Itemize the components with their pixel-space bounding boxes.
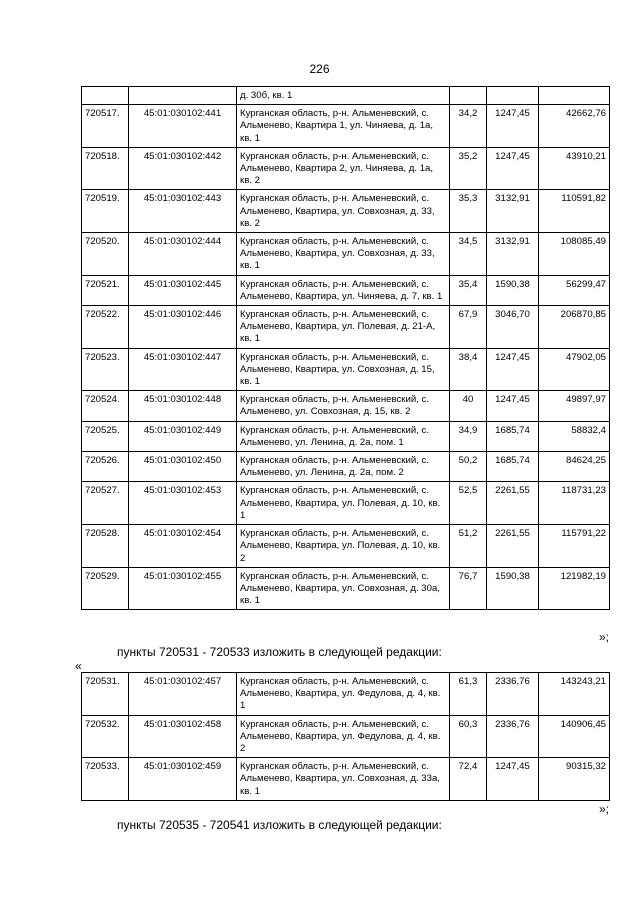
table-row bbox=[82, 758, 610, 801]
cell-cadastral-number: 45:01:030102:441 bbox=[129, 105, 237, 148]
cell-price: 2261,55 bbox=[487, 482, 539, 525]
page-number: 226 bbox=[309, 62, 330, 76]
cell-price: 2336,76 bbox=[487, 715, 539, 758]
cell-total: 206870,85 bbox=[539, 306, 610, 349]
cell-address: Курганская область, р-н. Альменевский, с. Альменево, Квартира, ул. Совхозная, д. 30а, кв. 1 bbox=[237, 567, 450, 610]
cell-total: 110591,82 bbox=[539, 190, 610, 233]
cell-number: 720520. bbox=[82, 233, 129, 276]
cell-cadastral-number: 45:01:030102:453 bbox=[129, 482, 237, 525]
cell-address: Курганская область, р-н. Альменевский, с. Альменево, Квартира 1, ул. Чиняева, д. 1а, кв. 1 bbox=[237, 105, 450, 148]
amendment-instruction: пункты 720535 - 720541 изложить в следующей редакции: bbox=[117, 818, 442, 832]
cell-number: 720525. bbox=[82, 421, 129, 451]
cell-address: Курганская область, р-н. Альменевский, с. Альменево, Квартира, ул. Совхозная, д. 33а, кв. 1 bbox=[237, 758, 450, 801]
cell-number: 720528. bbox=[82, 525, 129, 568]
cell-area: 38,4 bbox=[450, 348, 487, 391]
cell-price: 1247,45 bbox=[487, 348, 539, 391]
table-row bbox=[82, 421, 610, 451]
cell-area: 34,9 bbox=[450, 421, 487, 451]
table-row bbox=[82, 525, 610, 568]
cell-cadastral-number: 45:01:030102:444 bbox=[129, 233, 237, 276]
cell-number: 720519. bbox=[82, 190, 129, 233]
table-row bbox=[82, 306, 610, 349]
cell-area: 34,5 bbox=[450, 233, 487, 276]
table-row bbox=[82, 233, 610, 276]
cell-cadastral-number: 45:01:030102:445 bbox=[129, 275, 237, 305]
cell-price: 3132,91 bbox=[487, 233, 539, 276]
cell-price: 3046,70 bbox=[487, 306, 539, 349]
cell-address: д. 30б, кв. 1 bbox=[237, 87, 450, 105]
cell-price: 1590,38 bbox=[487, 567, 539, 610]
table-row bbox=[82, 673, 610, 716]
cell-total: 58832,4 bbox=[539, 421, 610, 451]
table-row bbox=[82, 482, 610, 525]
cell-price: 1590,38 bbox=[487, 275, 539, 305]
table-row bbox=[82, 190, 610, 233]
cell-area: 40 bbox=[450, 391, 487, 421]
cell-number: 720522. bbox=[82, 306, 129, 349]
amendment-instruction: пункты 720531 - 720533 изложить в следующей редакции: bbox=[117, 645, 442, 659]
cell-price: 1247,45 bbox=[487, 391, 539, 421]
cell-cadastral-number: 45:01:030102:446 bbox=[129, 306, 237, 349]
cell-area: 34,2 bbox=[450, 105, 487, 148]
cell-cadastral-number bbox=[129, 87, 237, 105]
table-row bbox=[82, 348, 610, 391]
cell-number: 720524. bbox=[82, 391, 129, 421]
cell-address: Курганская область, р-н. Альменевский, с. Альменево, Квартира, ул. Полевая, д. 10, кв. 1 bbox=[237, 482, 450, 525]
cell-total: 56299,47 bbox=[539, 275, 610, 305]
cell-cadastral-number: 45:01:030102:450 bbox=[129, 452, 237, 482]
cell-number: 720517. bbox=[82, 105, 129, 148]
cell-total: 115791,22 bbox=[539, 525, 610, 568]
cell-total: 49897,97 bbox=[539, 391, 610, 421]
cell-address: Курганская область, р-н. Альменевский, с. Альменево, Квартира, ул. Федулова, д. 4, кв. 2 bbox=[237, 715, 450, 758]
cell-number: 720531. bbox=[82, 673, 129, 716]
cell-cadastral-number: 45:01:030102:454 bbox=[129, 525, 237, 568]
cell-price: 1247,45 bbox=[487, 105, 539, 148]
cell-cadastral-number: 45:01:030102:449 bbox=[129, 421, 237, 451]
cell-total: 108085,49 bbox=[539, 233, 610, 276]
cell-total: 140906,45 bbox=[539, 715, 610, 758]
cell-total: 43910,21 bbox=[539, 147, 610, 190]
cell-area: 35,2 bbox=[450, 147, 487, 190]
cell-area: 72,4 bbox=[450, 758, 487, 801]
cell-area: 60,3 bbox=[450, 715, 487, 758]
cell-address: Курганская область, р-н. Альменевский, с. Альменево, Квартира, ул. Полевая, д. 21-А, кв. 1 bbox=[237, 306, 450, 349]
cell-address: Курганская область, р-н. Альменевский, с. Альменево, Квартира 2, ул. Чиняева, д. 1а, кв. 2 bbox=[237, 147, 450, 190]
cell-total: 42662,76 bbox=[539, 105, 610, 148]
table-row bbox=[82, 105, 610, 148]
cell-address: Курганская область, р-н. Альменевский, с. Альменево, Квартира, ул. Совхозная, д. 33, кв. 2 bbox=[237, 190, 450, 233]
opening-quote: « bbox=[75, 659, 82, 673]
cell-cadastral-number: 45:01:030102:459 bbox=[129, 758, 237, 801]
cell-address: Курганская область, р-н. Альменевский, с. Альменево, Квартира, ул. Федулова, д. 4, кв. 1 bbox=[237, 673, 450, 716]
table-row bbox=[82, 275, 610, 305]
cell-price: 1685,74 bbox=[487, 421, 539, 451]
cell-cadastral-number: 45:01:030102:455 bbox=[129, 567, 237, 610]
cell-number: 720532. bbox=[82, 715, 129, 758]
cell-total: 118731,23 bbox=[539, 482, 610, 525]
cell-area: 61,3 bbox=[450, 673, 487, 716]
cell-number: 720518. bbox=[82, 147, 129, 190]
cell-number: 720526. bbox=[82, 452, 129, 482]
table-row bbox=[82, 567, 610, 610]
cell-cadastral-number: 45:01:030102:458 bbox=[129, 715, 237, 758]
cell-price: 1685,74 bbox=[487, 452, 539, 482]
cell-price: 3132,91 bbox=[487, 190, 539, 233]
cell-area: 50,2 bbox=[450, 452, 487, 482]
table-row bbox=[82, 452, 610, 482]
cell-price: 1247,45 bbox=[487, 758, 539, 801]
cell-total: 90315,32 bbox=[539, 758, 610, 801]
table-row-continuation bbox=[82, 87, 610, 105]
table-row bbox=[82, 147, 610, 190]
cell-total: 84624,25 bbox=[539, 452, 610, 482]
cell-cadastral-number: 45:01:030102:447 bbox=[129, 348, 237, 391]
table-row bbox=[82, 715, 610, 758]
cell-cadastral-number: 45:01:030102:448 bbox=[129, 391, 237, 421]
table-row bbox=[82, 391, 610, 421]
cell-cadastral-number: 45:01:030102:457 bbox=[129, 673, 237, 716]
cell-address: Курганская область, р-н. Альменевский, с. Альменево, Квартира, ул. Совхозная, д. 33, кв. 1 bbox=[237, 233, 450, 276]
closing-quote: »; bbox=[598, 630, 609, 644]
cell-area bbox=[450, 87, 487, 105]
cell-number: 720521. bbox=[82, 275, 129, 305]
cell-total: 143243,21 bbox=[539, 673, 610, 716]
cell-address: Курганская область, р-н. Альменевский, с. Альменево, Квартира, ул. Совхозная, д. 15, кв. 1 bbox=[237, 348, 450, 391]
cell-price: 2336,76 bbox=[487, 673, 539, 716]
cell-cadastral-number: 45:01:030102:442 bbox=[129, 147, 237, 190]
cell-price bbox=[487, 87, 539, 105]
cell-number: 720523. bbox=[82, 348, 129, 391]
cell-address: Курганская область, р-н. Альменевский, с. Альменево, Квартира, ул. Чиняева, д. 7, кв. 1 bbox=[237, 275, 450, 305]
cell-area: 52,5 bbox=[450, 482, 487, 525]
property-table-amended bbox=[81, 672, 610, 801]
cell-address: Курганская область, р-н. Альменевский, с. Альменево, ул. Совхозная, д. 15, кв. 2 bbox=[237, 391, 450, 421]
cell-price: 2261,55 bbox=[487, 525, 539, 568]
cell-area: 67,9 bbox=[450, 306, 487, 349]
cell-address: Курганская область, р-н. Альменевский, с. Альменево, ул. Ленина, д. 2а, пом. 2 bbox=[237, 452, 450, 482]
cell-number: 720529. bbox=[82, 567, 129, 610]
cell-price: 1247,45 bbox=[487, 147, 539, 190]
cell-area: 35,4 bbox=[450, 275, 487, 305]
cell-number bbox=[82, 87, 129, 105]
cell-total: 121982,19 bbox=[539, 567, 610, 610]
cell-address: Курганская область, р-н. Альменевский, с. Альменево, ул. Ленина, д. 2а, пом. 1 bbox=[237, 421, 450, 451]
cell-area: 35,3 bbox=[450, 190, 487, 233]
cell-total: 47902,05 bbox=[539, 348, 610, 391]
property-table bbox=[81, 86, 610, 610]
closing-quote: »; bbox=[598, 802, 609, 816]
cell-address: Курганская область, р-н. Альменевский, с. Альменево, Квартира, ул. Полевая, д. 10, кв. 2 bbox=[237, 525, 450, 568]
cell-cadastral-number: 45:01:030102:443 bbox=[129, 190, 237, 233]
cell-area: 76,7 bbox=[450, 567, 487, 610]
cell-total bbox=[539, 87, 610, 105]
cell-area: 51,2 bbox=[450, 525, 487, 568]
cell-number: 720527. bbox=[82, 482, 129, 525]
cell-number: 720533. bbox=[82, 758, 129, 801]
